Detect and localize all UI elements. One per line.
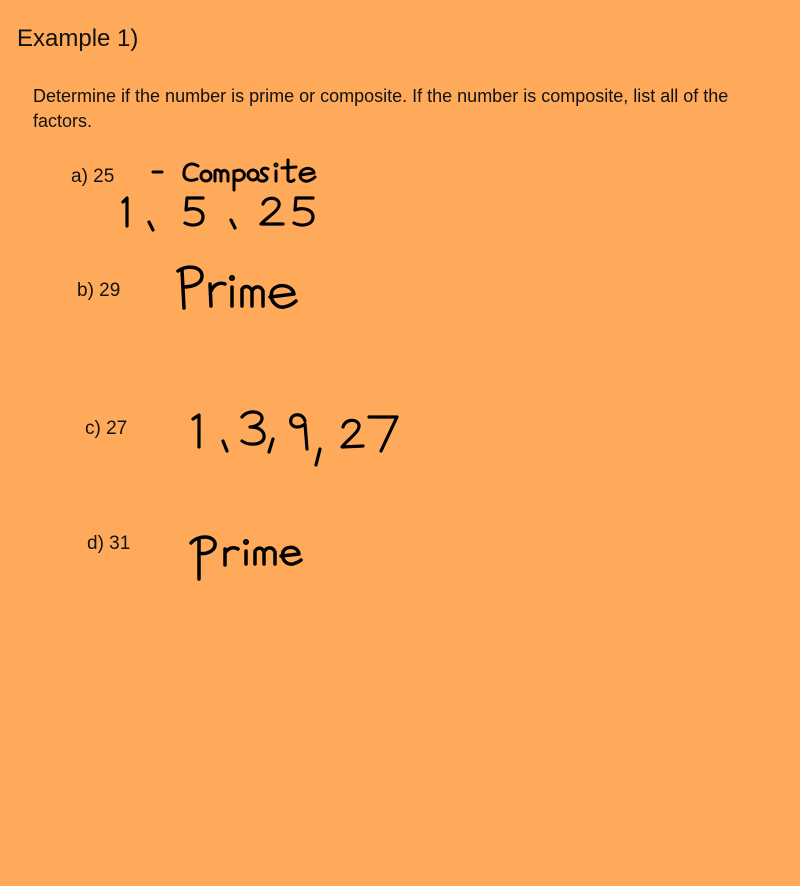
handwritten-factors-a	[115, 192, 325, 242]
handwritten-answer-d	[185, 525, 310, 587]
problem-label-a: a) 25	[71, 166, 115, 187]
problem-label-d: d) 31	[87, 533, 131, 554]
problem-label-c: c) 27	[85, 418, 128, 439]
handwritten-factors-c	[185, 405, 410, 467]
instructions-text: Determine if the number is prime or composite. If the number is composite, list all of the factors.	[33, 86, 729, 131]
page-title: Example 1)	[17, 25, 139, 52]
handwritten-answer-b	[172, 260, 307, 315]
handwritten-answer-a	[140, 150, 330, 192]
problem-label-b: b) 29	[77, 280, 121, 301]
